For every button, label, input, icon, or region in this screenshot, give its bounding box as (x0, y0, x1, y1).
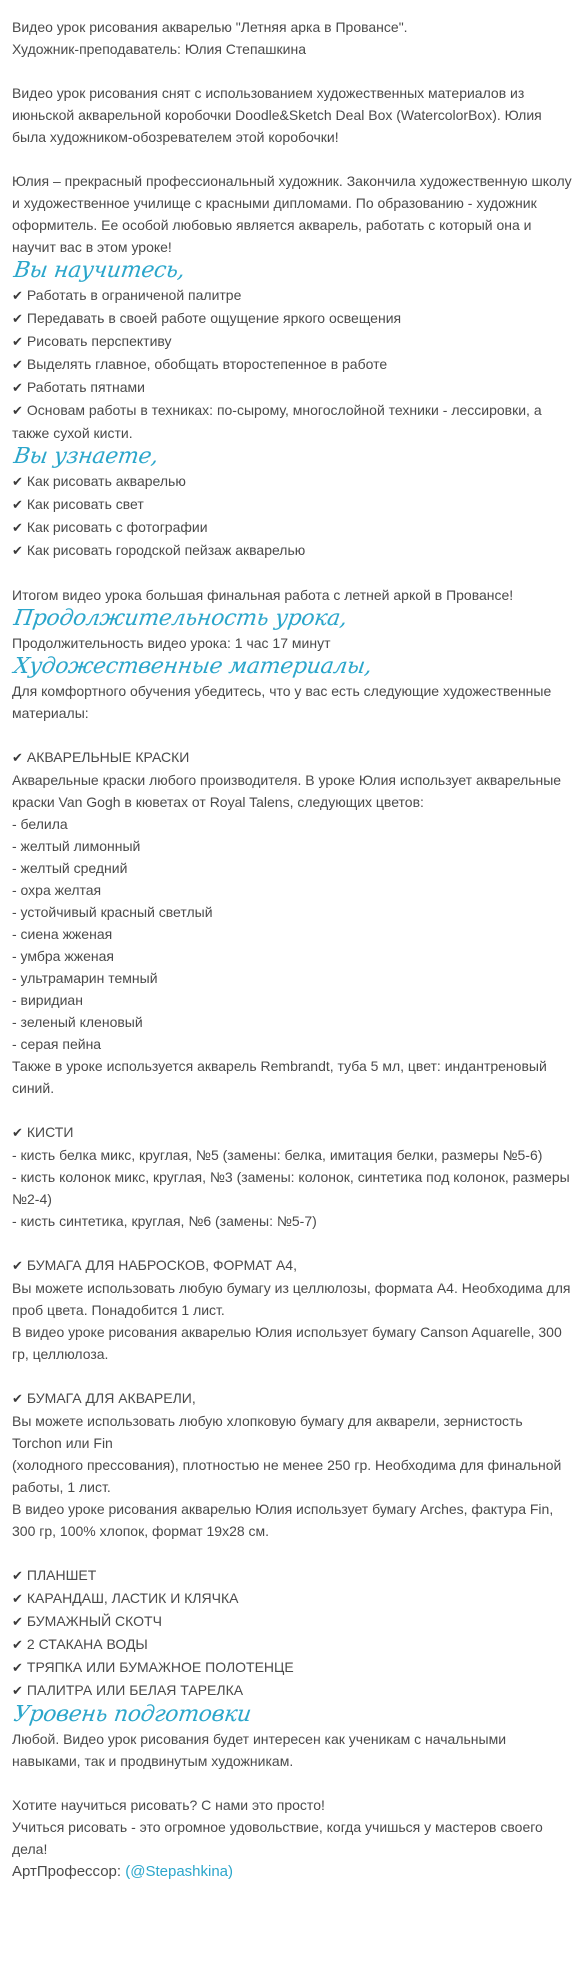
watercolor-paper-title: ✔ БУМАГА ДЛЯ АКВАРЕЛИ, (12, 1387, 576, 1410)
paint-color-item: - сиена жженая (12, 926, 113, 942)
materials-paragraph: Видео урок рисования снят с использованием художественных материалов из июньской акварельной коробочки Doodle&Sketch Deal Box (WatercolorBox). Юлия была художником-обозревателем этой коробочки! (12, 85, 542, 145)
paints-extra: Также в уроке используется акварель Rembrandt, туба 5 мл, цвет: индантреновый синий. (12, 1058, 547, 1096)
other-materials-list (12, 1564, 576, 1702)
duration-heading: Продолжительность урока, (12, 606, 349, 631)
learn-list (12, 284, 576, 444)
author-profile-link[interactable]: (@Stepashkina) (125, 1863, 234, 1880)
know-heading: Вы узнаете, (12, 444, 160, 469)
teacher-line: Художник-преподаватель: Юлия Степашкина (12, 41, 306, 57)
paint-color-item: - зеленый кленовый (12, 1014, 143, 1030)
learn-item: ✔ Основам работы в техниках: по-сырому, многослойной техники - лессировки, а также сухой кисти. (12, 399, 576, 444)
paint-color-item: - белила (12, 816, 68, 832)
know-item: ✔ Как рисовать с фотографии (12, 516, 576, 539)
paint-color-item: - ультрамарин темный (12, 970, 158, 986)
author-credit (12, 1860, 576, 1884)
other-material-item: ✔ 2 СТАКАНА ВОДЫ (12, 1633, 576, 1656)
watercolor-paper-desc-2: (холодного прессования), плотностью не менее 250 гр. Необходима для финальной работы, 1 лист. (12, 1457, 562, 1495)
materials-heading: Художественные материалы, (12, 654, 374, 679)
level-heading: Уровень подготовки (12, 1702, 253, 1727)
paint-color-item: - виридиан (12, 992, 83, 1008)
duration-text: Продолжительность видео урока: 1 час 17 минут (12, 635, 331, 651)
learn-item: ✔ Передавать в своей работе ощущение яркого освещения (12, 307, 576, 330)
paints-desc: Акварельные краски любого производителя. В уроке Юлия использует акварельные краски Van Gogh в кюветах от Royal Talens, следующих цветов: (12, 772, 562, 810)
paint-color-item: - желтый средний (12, 860, 128, 876)
know-list (12, 470, 576, 562)
paint-color-item: - устойчивый красный светлый (12, 904, 213, 920)
author-credit-prefix: АртПрофессор: (12, 1863, 122, 1880)
other-material-item: ✔ ПЛАНШЕТ (12, 1564, 576, 1587)
brushes-title: ✔ КИСТИ (12, 1121, 576, 1144)
learn-item: ✔ Работать в ограниченой палитре (12, 284, 576, 307)
watercolor-paper-used: В видео уроке рисования акварелью Юлия использует бумагу Arches, фактура Fin, 300 гр, 100% хлопок, формат 19х28 см. (12, 1501, 554, 1539)
sketch-paper-used: В видео уроке рисования акварелью Юлия использует бумагу Canson Aquarelle, 300 гр, целлюлоза. (12, 1324, 562, 1362)
know-item: ✔ Как рисовать свет (12, 493, 576, 516)
brush-item: - кисть белка микс, круглая, №5 (замены: белка, имитация белки, размеры №5-6) (12, 1147, 543, 1163)
result-line: Итогом видео урока большая финальная работа с летней аркой в Провансе! (12, 587, 514, 603)
cta-line-1: Хотите научиться рисовать? С нами это просто! (12, 1797, 325, 1813)
lesson-title-line: Видео урок рисования акварелью "Летняя арка в Провансе". (12, 19, 408, 35)
other-material-item: ✔ ТРЯПКА ИЛИ БУМАЖНОЕ ПОЛОТЕНЦЕ (12, 1656, 576, 1679)
paint-colors-list (12, 813, 576, 1055)
learn-item: ✔ Выделять главное, обобщать второстепенное в работе (12, 353, 576, 376)
other-material-item: ✔ БУМАЖНЫЙ СКОТЧ (12, 1610, 576, 1633)
learn-heading: Вы научитесь, (12, 258, 187, 283)
learn-item: ✔ Рисовать перспективу (12, 330, 576, 353)
know-item: ✔ Как рисовать городской пейзаж акварелью (12, 539, 576, 562)
paint-color-item: - желтый лимонный (12, 838, 141, 854)
brush-item: - кисть колонок микс, круглая, №3 (замены: колонок, синтетика под колонок, размеры №2-4) (12, 1169, 570, 1207)
sketch-paper-title: ✔ БУМАГА ДЛЯ НАБРОСКОВ, ФОРМАТ А4, (12, 1254, 576, 1277)
paint-color-item: - серая пейна (12, 1036, 102, 1052)
watercolor-paper-desc: Вы можете использовать любую хлопковую бумагу для акварели, зернистость Torchon или Fin (12, 1413, 523, 1451)
sketch-paper-desc: Вы можете использовать любую бумагу из целлюлозы, формата А4. Необходима для проб цвета. Понадобится 1 лист. (12, 1280, 571, 1318)
cta-line-2: Учиться рисовать - это огромное удовольствие, когда учишься у мастеров своего дела! (12, 1819, 543, 1857)
paints-title: ✔ АКВАРЕЛЬНЫЕ КРАСКИ (12, 746, 576, 769)
materials-intro: Для комфортного обучения убедитесь, что у вас есть следующие художественные материалы: (12, 683, 552, 721)
other-material-item: ✔ ПАЛИТРА ИЛИ БЕЛАЯ ТАРЕЛКА (12, 1679, 576, 1702)
know-item: ✔ Как рисовать акварелью (12, 470, 576, 493)
bio-paragraph: Юлия – прекрасный профессиональный художник. Закончила художественную школу и художественное училище с красными дипломами. По образованию - художник оформитель. Ее особой любовью является акварель, работать с который она и научит вас в этом уроке! (12, 173, 572, 255)
other-material-item: ✔ КАРАНДАШ, ЛАСТИК И КЛЯЧКА (12, 1587, 576, 1610)
paint-color-item: - охра желтая (12, 882, 102, 898)
brush-item: - кисть синтетика, круглая, №6 (замены: №5-7) (12, 1213, 317, 1229)
level-text: Любой. Видео урок рисования будет интересен как ученикам с начальными навыками, так и продвинутым художникам. (12, 1731, 507, 1769)
paint-color-item: - умбра жженая (12, 948, 114, 964)
learn-item: ✔ Работать пятнами (12, 376, 576, 399)
